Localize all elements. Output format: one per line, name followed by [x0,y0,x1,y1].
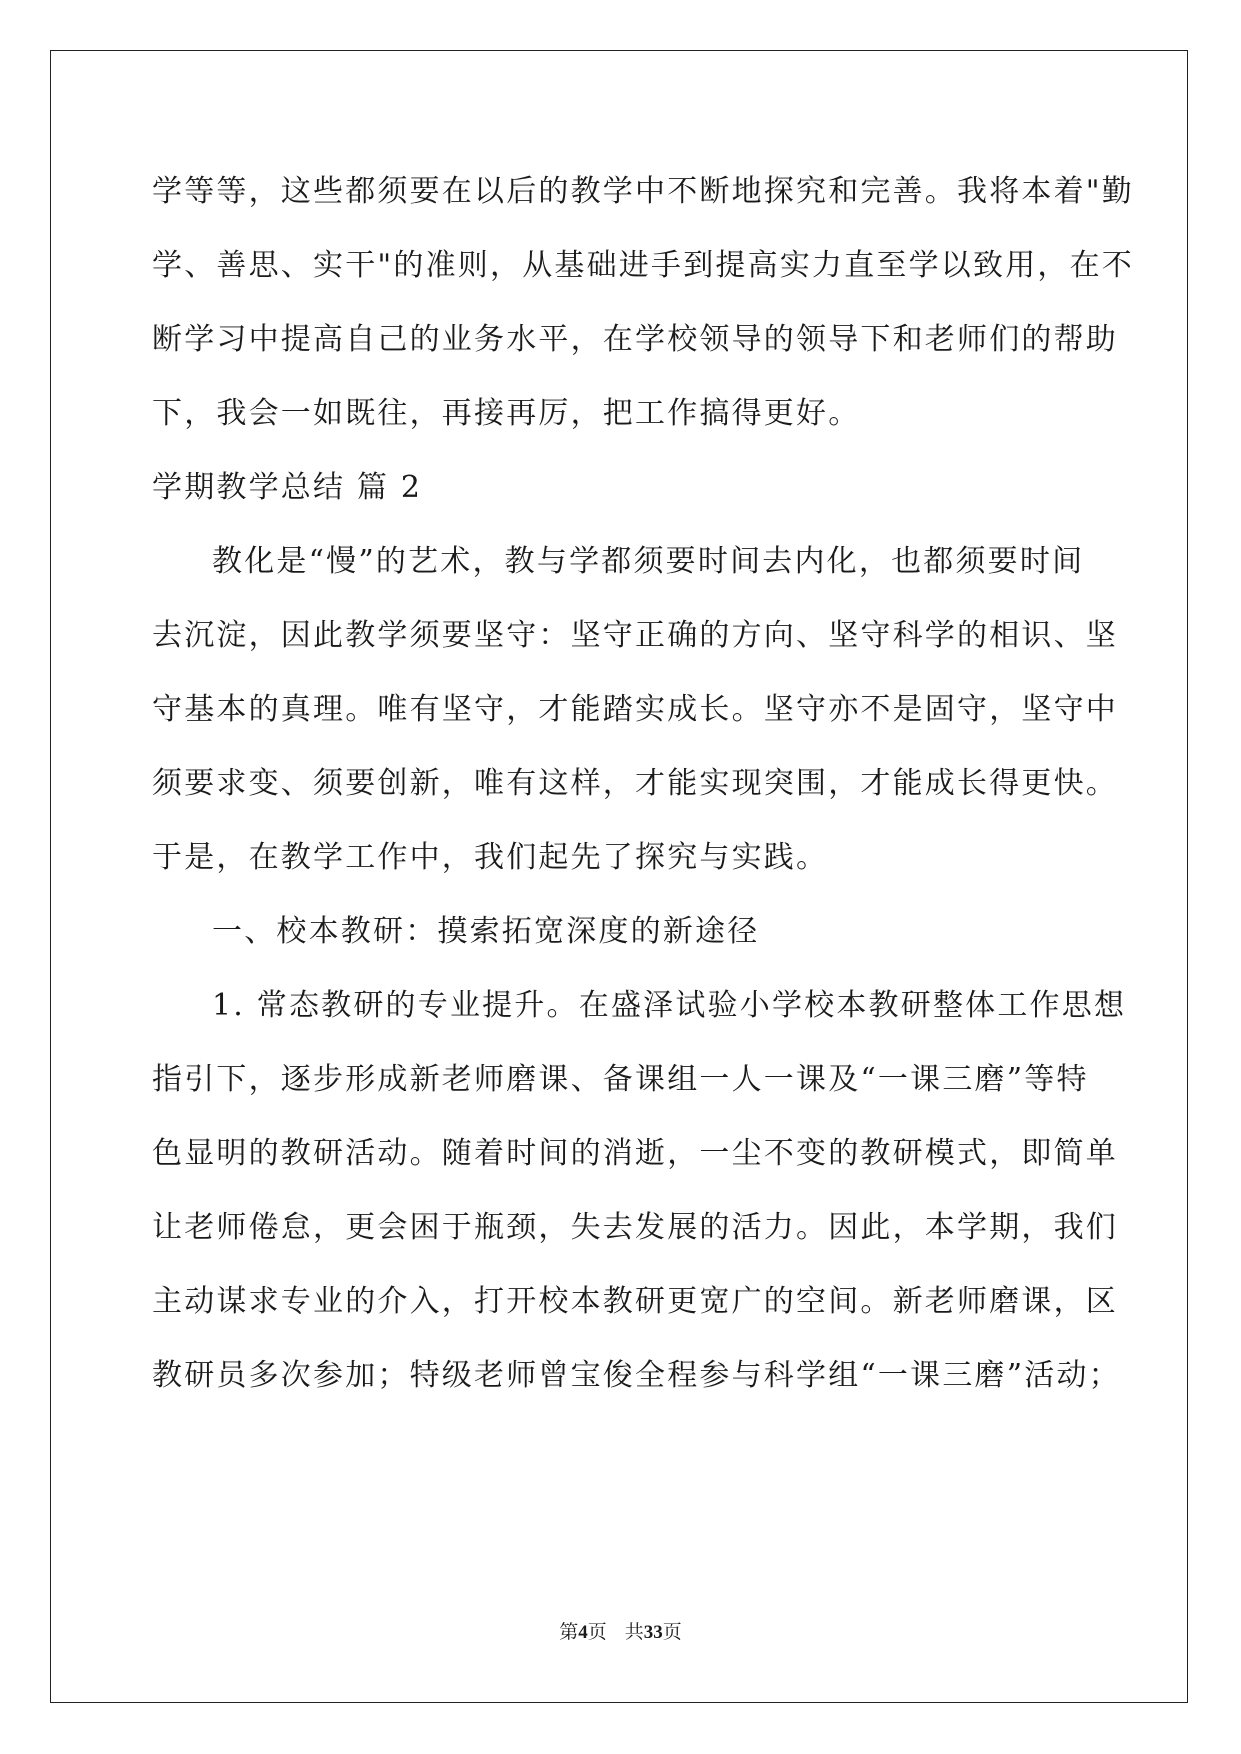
paragraph-line: 教化是“慢”的艺术，教与学都须要时间去内化，也都须要时间 [212,544,1085,579]
paragraph-line: 1. 常态教研的专业提升。在盛泽试验小学校本教研整体工作思想 [212,988,1127,1023]
paragraph-line: 学、善思、实干"的准则，从基础进手到提高实力直至学以致用，在不 [152,248,1134,283]
paragraph-line: 守基本的真理。唯有坚守，才能踏实成长。坚守亦不是固守，坚守中 [152,692,1118,727]
paragraph-line: 指引下，逐步形成新老师磨课、备课组一人一课及“一课三磨”等特 [152,1062,1089,1097]
paragraph-line: 去沉淀，因此教学须要坚守：坚守正确的方向、坚守科学的相识、坚 [152,618,1118,653]
total-pages: 33 [643,1622,663,1643]
paragraph-line: 色显明的教研活动。随着时间的消逝，一尘不变的教研模式，即简单 [152,1136,1118,1171]
footer-prefix: 第 [559,1621,579,1643]
paragraph-line: 下，我会一如既往，再接再厉，把工作搞得更好。 [152,396,861,431]
page-number: 4 [578,1622,588,1643]
paragraph-line: 学等等，这些都须要在以后的教学中不断地探究和完善。我将本着"勤 [152,174,1134,209]
paragraph-line: 须要求变、须要创新，唯有这样，才能实现突围，才能成长得更快。 [152,766,1118,801]
footer-total-suffix: 页 [662,1621,682,1643]
footer-page-suffix: 页 [587,1621,607,1643]
paragraph-line: 主动谋求专业的介入，打开校本教研更宽广的空间。新老师磨课，区 [152,1284,1118,1319]
section-heading: 学期教学总结 篇 2 [152,470,423,505]
footer-total-prefix: 共 [624,1621,644,1643]
paragraph-line: 教研员多次参加；特级老师曾宝俊全程参与科学组“一课三磨”活动； [152,1358,1121,1393]
paragraph-line: 让老师倦怠，更会困于瓶颈，失去发展的活力。因此，本学期，我们 [152,1210,1118,1245]
paragraph-line: 断学习中提高自己的业务水平，在学校领导的领导下和老师们的帮助 [152,322,1118,357]
paragraph-line: 于是，在教学工作中，我们起先了探究与实践。 [152,840,829,875]
page-footer [0,1620,1241,1645]
subsection-heading: 一、校本教研：摸索拓宽深度的新途径 [212,914,760,949]
